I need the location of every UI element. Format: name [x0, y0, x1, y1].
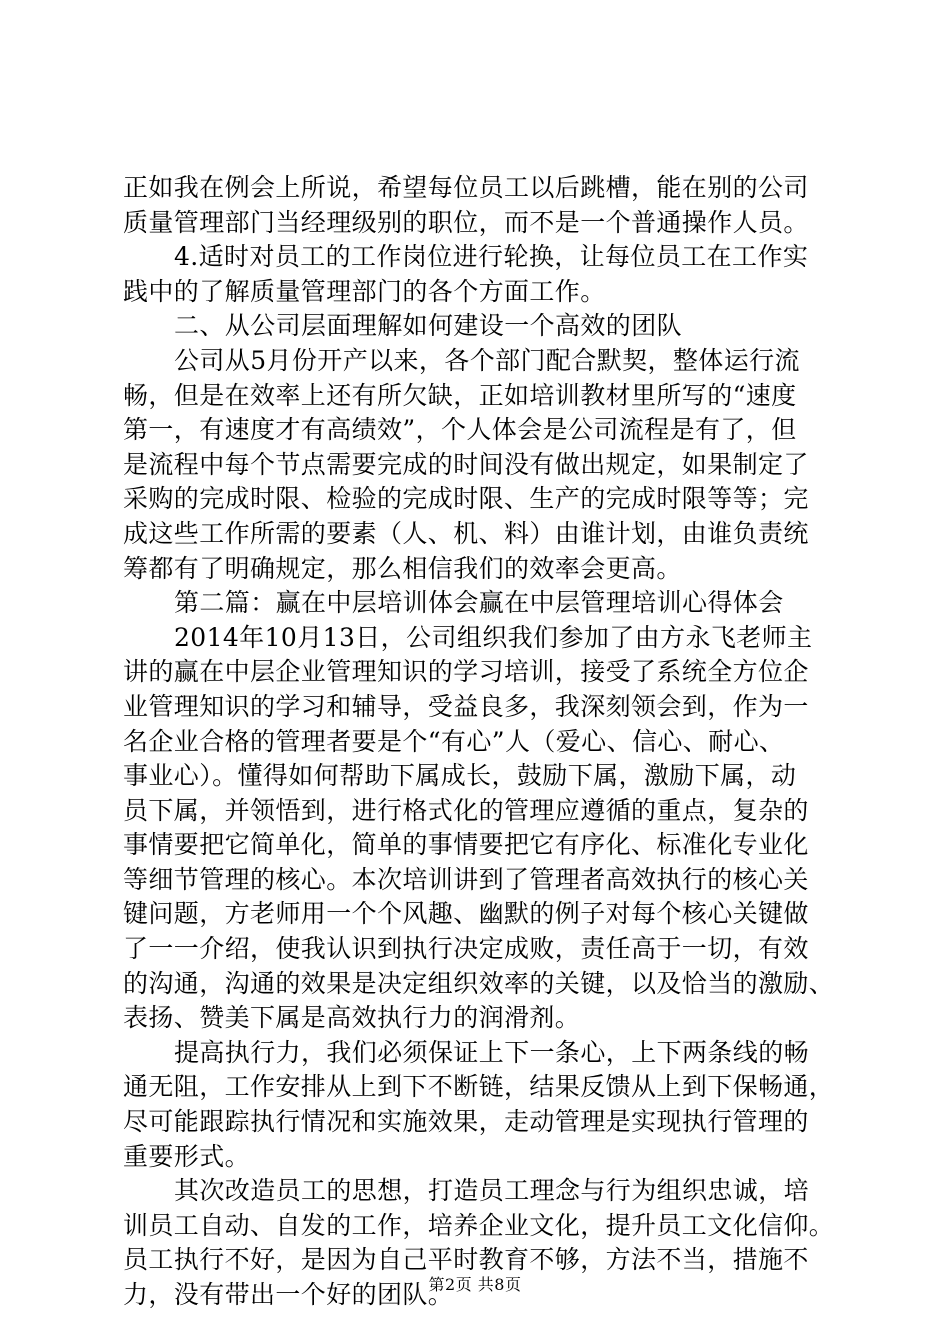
text-line: 事业心）。懂得如何帮助下属成长，鼓励下属，激励下属，动 — [123, 761, 797, 791]
text-line: 第一，有速度才有高绩效”，个人体会是公司流程是有了，但 — [123, 415, 797, 445]
document-body — [123, 171, 835, 1313]
text-line: 员工执行不好，是因为自己平时教育不够，方法不当，措施不 — [123, 1245, 809, 1275]
text-line: 畅，但是在效率上还有所欠缺，正如培训教材里所写的“速度 — [123, 380, 797, 410]
text-line: 了一一介绍，使我认识到执行决定成败，责任高于一切，有效 — [123, 934, 809, 964]
text-line: 4.适时对员工的工作岗位进行轮换，让每位员工在工作实 — [174, 242, 809, 272]
text-line: 质量管理部门当经理级别的职位，而不是一个普通操作人员。 — [123, 207, 809, 237]
text-line: 筹都有了明确规定，那么相信我们的效率会更高。 — [123, 553, 682, 583]
text-line: 尽可能跟踪执行情况和实施效果，走动管理是实现执行管理的 — [123, 1107, 809, 1137]
text-line: 表扬、赞美下属是高效执行力的润滑剂。 — [123, 1003, 581, 1033]
text-line: 力，没有带出一个好的团队。 — [123, 1280, 454, 1309]
text-line: 其次改造员工的思想，打造员工理念与行为组织忠诚，培 — [174, 1176, 810, 1206]
text-line: 名企业合格的管理者要是个“有心”人（爱心、信心、耐心、 — [123, 726, 785, 756]
page-footer: 第2页 共8页 — [428, 1275, 522, 1294]
text-line: 2014年10月13日，公司组织我们参加了由方永飞老师主 — [174, 622, 813, 652]
text-line: 提高执行力，我们必须保证上下一条心，上下两条线的畅 — [174, 1037, 810, 1067]
text-line: 键问题，方老师用一个个风趣、幽默的例子对每个核心关键做 — [123, 899, 809, 929]
text-line: 第二篇：赢在中层培训体会赢在中层管理培训心得体会 — [174, 588, 784, 618]
text-line: 等细节管理的核心。本次培训讲到了管理者高效执行的核心关 — [123, 864, 809, 894]
text-line: 是流程中每个节点需要完成的时间没有做出规定，如果制定了 — [123, 449, 809, 479]
text-line: 采购的完成时限、检验的完成时限、生产的完成时限等等；完 — [123, 484, 809, 514]
text-line: 事情要把它简单化，简单的事情要把它有序化、标准化专业化 — [123, 830, 809, 860]
text-line: 正如我在例会上所说，希望每位员工以后跳槽，能在别的公司 — [123, 173, 809, 202]
text-line: 员下属，并领悟到，进行格式化的管理应遵循的重点，复杂的 — [123, 795, 809, 825]
text-line: 训员工自动、自发的工作，培养企业文化，提升员工文化信仰。 — [123, 1210, 835, 1240]
text-line: 二、从公司层面理解如何建设一个高效的团队 — [174, 311, 683, 341]
text-line: 讲的赢在中层企业管理知识的学习培训，接受了系统全方位企 — [123, 657, 809, 687]
text-line: 通无阻，工作安排从上到下不断链，结果反馈从上到下保畅通， — [123, 1072, 835, 1102]
text-line: 业管理知识的学习和辅导，受益良多，我深刻领会到，作为一 — [123, 691, 809, 721]
text-line: 的沟通，沟通的效果是决定组织效率的关键，以及恰当的激励、 — [123, 968, 835, 998]
text-line: 成这些工作所需的要素（人、机、料）由谁计划，由谁负责统 — [123, 518, 809, 548]
text-line: 践中的了解质量管理部门的各个方面工作。 — [123, 276, 606, 306]
text-line: 重要形式。 — [123, 1141, 251, 1171]
text-line: 公司从5月份开产以来，各个部门配合默契，整体运行流 — [174, 345, 800, 375]
